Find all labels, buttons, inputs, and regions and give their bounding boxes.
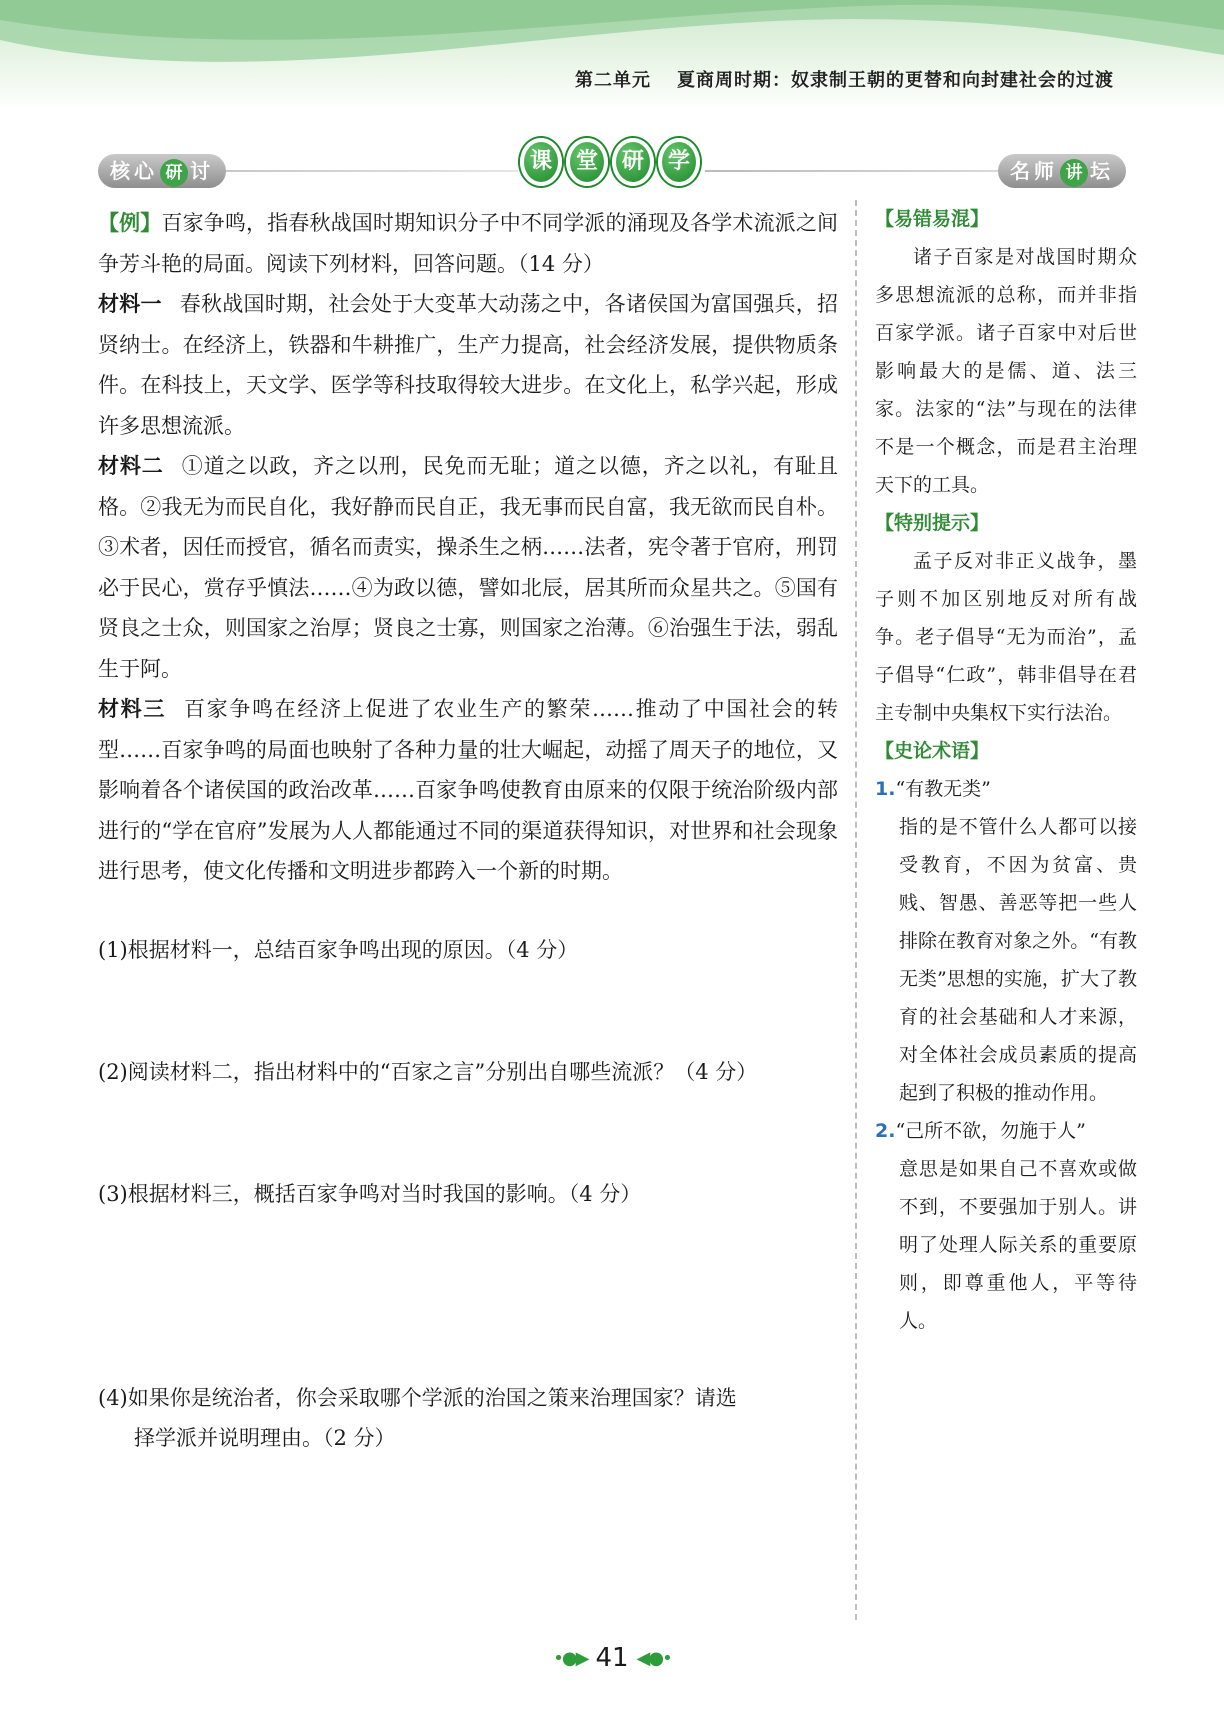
example-text: 百家争鸣，指春秋战国时期知识分子中不同学派的涌现及各学术流派之间争芳斗艳的局面。阅读下列材料，回答问题。（14 分） xyxy=(98,211,839,276)
unit-topic: 夏商周时期：奴隶制王朝的更替和向封建社会的过渡 xyxy=(677,70,1114,91)
term-item xyxy=(875,1112,1137,1340)
question-2: (2)阅读材料二，指出材料中的“百家之言”分别出自哪些流派？（4 分） xyxy=(98,1060,758,1084)
title-char: 学 xyxy=(658,138,700,186)
core-discussion-highlight: 研 xyxy=(160,159,188,187)
material-two-text: ①道之以政，齐之以刑，民免而无耻；道之以德，齐之以礼，有耻且格。②我无为而民自化，我好静而民自正，我无事而民自富，我无欲而民自朴。③术者，因任而授官，循名而责实，操杀生之柄……法者，宪令著于官府，刑罚必于民心，赏存乎慎法……④为政以德，譬如北辰，居其所而众星共之。⑤国有贤良之士众，则国家之治厚；贤良之士寡，则国家之治薄。⑥治强生于法，弱乱生于阿。 xyxy=(98,454,838,681)
sidebar-special-tips-text: 孟子反对非正义战争，墨子则不加区别地反对所有战争。老子倡导“无为而治”，孟子倡导“仁政”，韩非倡导在君主专制中央集权下实行法治。 xyxy=(875,550,1137,724)
page-arrow-right-icon: ◀●• xyxy=(636,1647,671,1669)
example-tag: 【例】 xyxy=(98,211,162,235)
material-two xyxy=(98,446,838,689)
sidebar-common-mistakes-text: 诸子百家是对战国时期众多思想流派的总称，而并非指百家学派。诸子百家中对后世影响最大的是儒、道、法三家。法家的“法”与现在的法律不是一个概念，而是君主治理天下的工具。 xyxy=(875,246,1137,496)
main-column xyxy=(98,203,838,892)
term-number: 2. xyxy=(875,1120,896,1142)
title-char: 研 xyxy=(612,138,654,186)
term-body: 意思是如果自己不喜欢或做不到，不要强加于别人。讲明了处理人际关系的重要原则，即尊重他人，平等待人。 xyxy=(899,1158,1137,1332)
question-4-line-2: 择学派并说明理由。（2 分） xyxy=(134,1426,396,1450)
title-char: 课 xyxy=(520,138,562,186)
sidebar-tag-historical-terms: 【史论术语】 xyxy=(875,740,990,762)
teacher-forum-label xyxy=(998,154,1126,188)
example-paragraph xyxy=(98,203,838,284)
material-one-text: 春秋战国时期，社会处于大变革大动荡之中，各诸侯国为富国强兵，招贤纳士。在经济上，铁器和牛耕推广，生产力提高，社会经济发展，提供物质条件。在科技上，天文学、医学等科技取得较大进步。在文化上，私学兴起，形成许多思想流派。 xyxy=(98,292,839,438)
sidebar-tag-special-tips: 【特别提示】 xyxy=(875,512,990,534)
term-title-text: “有教无类” xyxy=(895,778,991,800)
material-three-text: 百家争鸣在经济上促进了农业生产的繁荣……推动了中国社会的转型……百家争鸣的局面也映射了各种力量的壮大崛起，动摇了周天子的地位，又影响着各个诸侯国的政治改革……百家争鸣使教育由原来的仅限于统治阶级内部进行的“学在官府”发展为人人都能通过不同的渠道获得知识，对世界和社会现象进行思考，使文化传播和文明进步都跨入一个新的时期。 xyxy=(98,697,838,883)
term-title xyxy=(875,1112,1137,1150)
question-3: (3)根据材料三，概括百家争鸣对当时我国的影响。（4 分） xyxy=(98,1182,642,1206)
title-char: 堂 xyxy=(566,138,608,186)
running-header xyxy=(575,66,1114,92)
column-divider xyxy=(855,200,857,1620)
unit-label: 第二单元 xyxy=(575,70,651,91)
question-4-line-1: (4)如果你是统治者，你会采取哪个学派的治国之策来治理国家？请选 xyxy=(98,1386,737,1410)
sidebar xyxy=(875,200,1137,1340)
sidebar-tag-common-mistakes: 【易错易混】 xyxy=(875,208,990,230)
term-number: 1. xyxy=(875,778,896,800)
page-arrow-left-icon: •●▶ xyxy=(553,1647,588,1669)
page-number: 41 xyxy=(595,1643,629,1673)
classroom-study-title xyxy=(520,132,700,188)
page-footer xyxy=(540,1640,684,1676)
teacher-forum-text-2: 坛 xyxy=(1090,159,1114,183)
material-one xyxy=(98,284,838,446)
material-three xyxy=(98,689,838,892)
teacher-forum-highlight: 讲 xyxy=(1060,159,1088,187)
term-title-text: “己所不欲，勿施于人” xyxy=(895,1120,1086,1142)
material-three-label: 材料三 xyxy=(98,697,166,721)
term-item xyxy=(875,770,1137,1112)
question-1: (1)根据材料一，总结百家争鸣出现的原因。（4 分） xyxy=(98,938,579,962)
core-discussion-text-2: 讨 xyxy=(190,159,214,183)
term-body: 指的是不管什么人都可以接受教育，不因为贫富、贵贱、智愚、善恶等把一些人排除在教育对象之外。“有教无类”思想的实施，扩大了教育的社会基础和人才来源，对全体社会成员素质的提高起到了积极的推动作用。 xyxy=(899,816,1137,1104)
core-discussion-label xyxy=(98,154,226,188)
teacher-forum-text-1: 名师 xyxy=(1010,159,1058,183)
material-one-label: 材料一 xyxy=(98,292,162,316)
term-title xyxy=(875,770,1137,808)
core-discussion-text-1: 核心 xyxy=(110,159,158,183)
question-4 xyxy=(98,1378,838,1458)
header-wave-decoration xyxy=(0,0,1224,110)
material-two-label: 材料二 xyxy=(98,454,164,478)
